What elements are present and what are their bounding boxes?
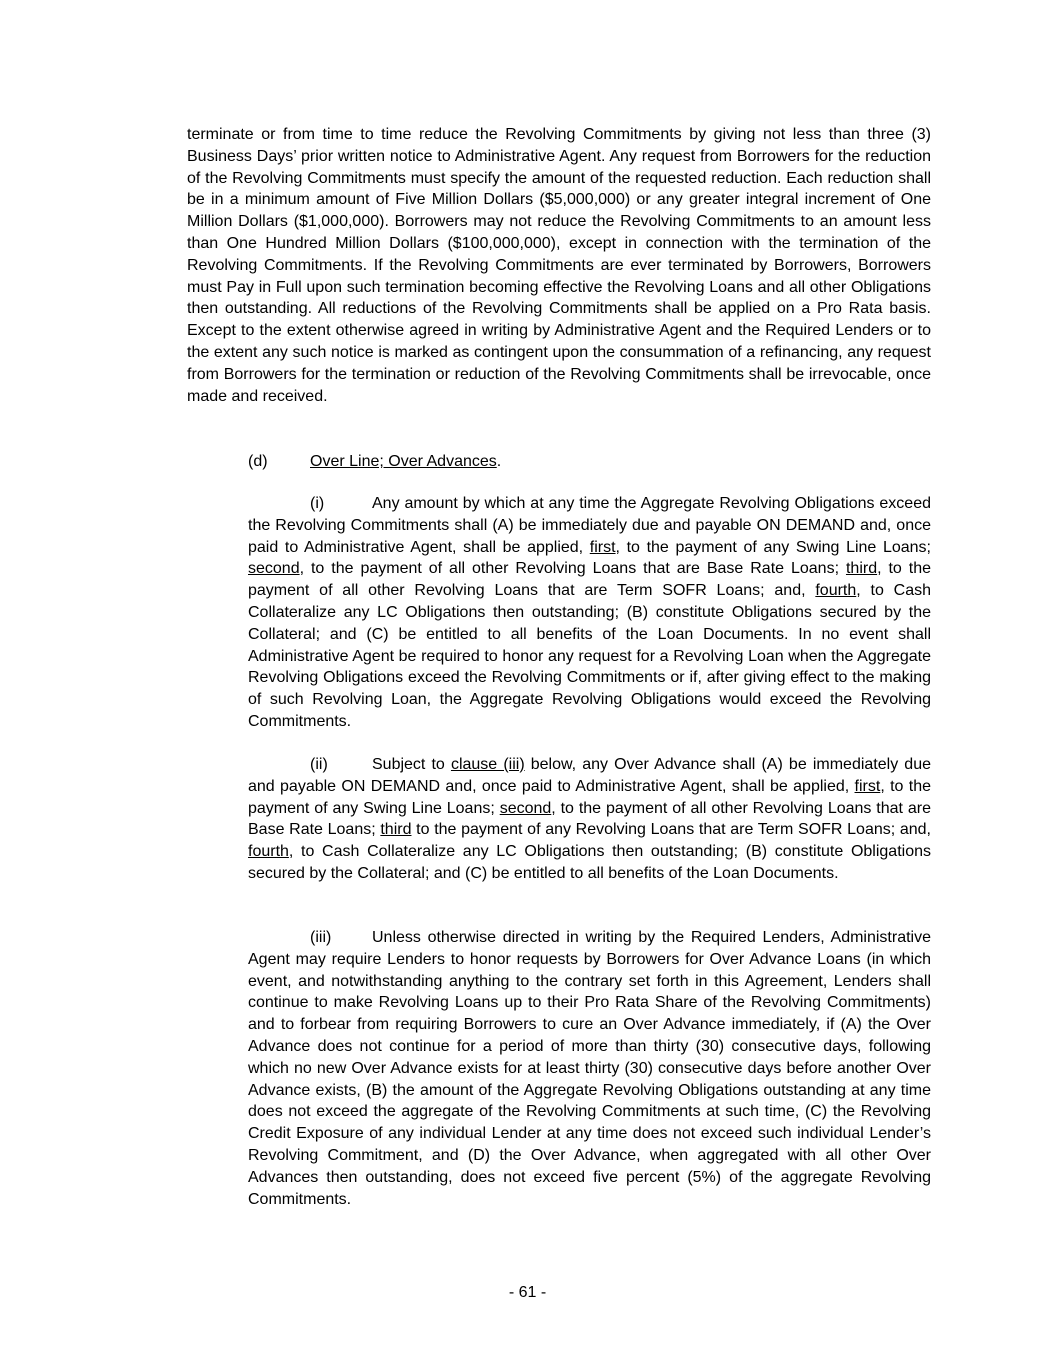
- subsection-i-text-4: , to the payment of all other Revolving Loans that are Term SOFR Loans; and,: [248, 560, 932, 600]
- subsection-ii-first: first: [854, 777, 881, 795]
- subsection-i-third: third: [845, 560, 878, 578]
- section-d-number: (d): [248, 453, 268, 470]
- subsection-i-second: second: [248, 560, 300, 578]
- subsection-i-text-1: Any amount by which at any time the Aggregate Revolving Obligations exceed the Revolving Commitments shall (A) be immediately due and payable ON DEMAND and, once paid to Administrative Agent, shall be applied,: [248, 495, 931, 556]
- subsection-i-paragraph: [248, 493, 931, 733]
- intro-paragraph: [187, 124, 931, 407]
- subsection-i-first: first: [589, 538, 616, 556]
- subsection-iii-paragraph: [248, 927, 931, 1210]
- subsection-i-number: (i): [310, 495, 325, 512]
- subsection-ii-fourth: fourth: [248, 843, 289, 861]
- subsection-ii-second: second: [499, 799, 552, 817]
- subsection-ii-text-0: Subject to: [372, 756, 451, 773]
- subsection-ii-paragraph: [248, 754, 931, 885]
- subsection-ii-text-1: below, any Over Advance shall (A) be immediately due and payable ON DEMAND and, once paid to Administrative Agent, shall be applied,: [248, 756, 931, 795]
- subsection-i-fourth: fourth: [815, 582, 857, 600]
- intro-text: terminate or from time to time reduce the Revolving Commitments by giving not less than three (3) Business Days’ prior written notice to Administrative Agent. Any request from Borrowers for the reduction of the Revolving Commitments must specify the amount of the requested reduction. Each reduction shall be in a minimum amount of Five Million Dollars ($5,000,000) or any greater integral increment of One Million Dollars ($1,000,000). Borrowers may not reduce the Revolving Commitments to an amount less than One Hundred Million Dollars ($100,000,000), except in connection with the termination of the Revolving Commitments. If the Revolving Commitments are ever terminated by Borrowers, Borrowers must Pay in Full upon such termination becoming effective the Revolving Loans and all other Obligations then outstanding. All reductions of the Revolving Commitments shall be applied on a Pro Rata basis. Except to the extent otherwise agreed in writing by Administrative Agent and the Required Lenders or to the extent any such notice is marked as contingent upon the consummation of a refinancing, any request from Borrowers for the termination or reduction of the Revolving Commitments shall be irrevocable, once made and received.: [187, 126, 931, 405]
- subsection-ii-clause-ref: clause (iii): [450, 756, 525, 773]
- subsection-ii-text-4: to the payment of any Revolving Loans that are Term SOFR Loans; and,: [411, 821, 932, 839]
- page-number: - 61 -: [508, 1284, 547, 1301]
- subsection-ii-text-5: , to Cash Collateralize any LC Obligations then outstanding; (B) constitute Obligations secured by the Collateral; and (C) be entitled to all benefits of the Loan Documents.: [248, 843, 931, 882]
- subsection-i-text-3: , to the payment of all other Revolving Loans that are Base Rate Loans;: [299, 560, 846, 578]
- subsection-iii-number: (iii): [310, 929, 332, 946]
- subsection-ii-text-2: , to the payment of any Swing Line Loans;: [248, 777, 932, 817]
- subsection-iii-text: Unless otherwise directed in writing by the Required Lenders, Administrative Agent may require Lenders to honor requests by Borrowers for Over Advance Loans (in which event, and notwithstanding anything to the contrary set forth in this Agreement, Lenders shall continue to make Revolving Loans up to their Pro Rata Share of the Revolving Commitments) and to forbear from requiring Borrowers to cure an Over Advance immediately, if (A) the Over Advance does not continue for a period of more than thirty (30) consecutive days, following which no new Over Advance exists for at least thirty (30) consecutive days before another Over Advance exists, (B) the amount of the Aggregate Revolving Obligations outstanding at any time does not exceed the aggregate of the Revolving Commitments at such time, (C) the Revolving Credit Exposure of any individual Lender at any time does not exceed such individual Lender’s Revolving Commitment, and (D) the Over Advance, when aggregated with all other Over Advances then outstanding, does not exceed five percent (5%) of the aggregate Revolving Commitments.: [248, 929, 931, 1208]
- subsection-i-text-5: , to Cash Collateralize any LC Obligations then outstanding; (B) constitute Obligations secured by the Collateral; and (C) be entitled to all benefits of the Loan Documents. In no event shall Administrative Agent be required to honor any request for a Revolving Loan when the Aggregate Revolving Obligations exceed the Revolving Commitments or if, after giving effect to the making of such Revolving Loan, the Aggregate Revolving Obligations would exceed the Revolving Commitments.: [248, 582, 932, 730]
- section-d-heading: [248, 451, 931, 473]
- subsection-ii-number: (ii): [310, 756, 328, 773]
- subsection-ii-third: third: [380, 821, 412, 839]
- section-d-title: Over Line; Over Advances: [310, 453, 497, 470]
- subsection-i-text-2: , to the payment of any Swing Line Loans;: [615, 538, 931, 556]
- subsection-ii-text-3: , to the payment of all other Revolving Loans that are Base Rate Loans;: [248, 799, 932, 839]
- section-d-title-suffix: .: [496, 453, 502, 470]
